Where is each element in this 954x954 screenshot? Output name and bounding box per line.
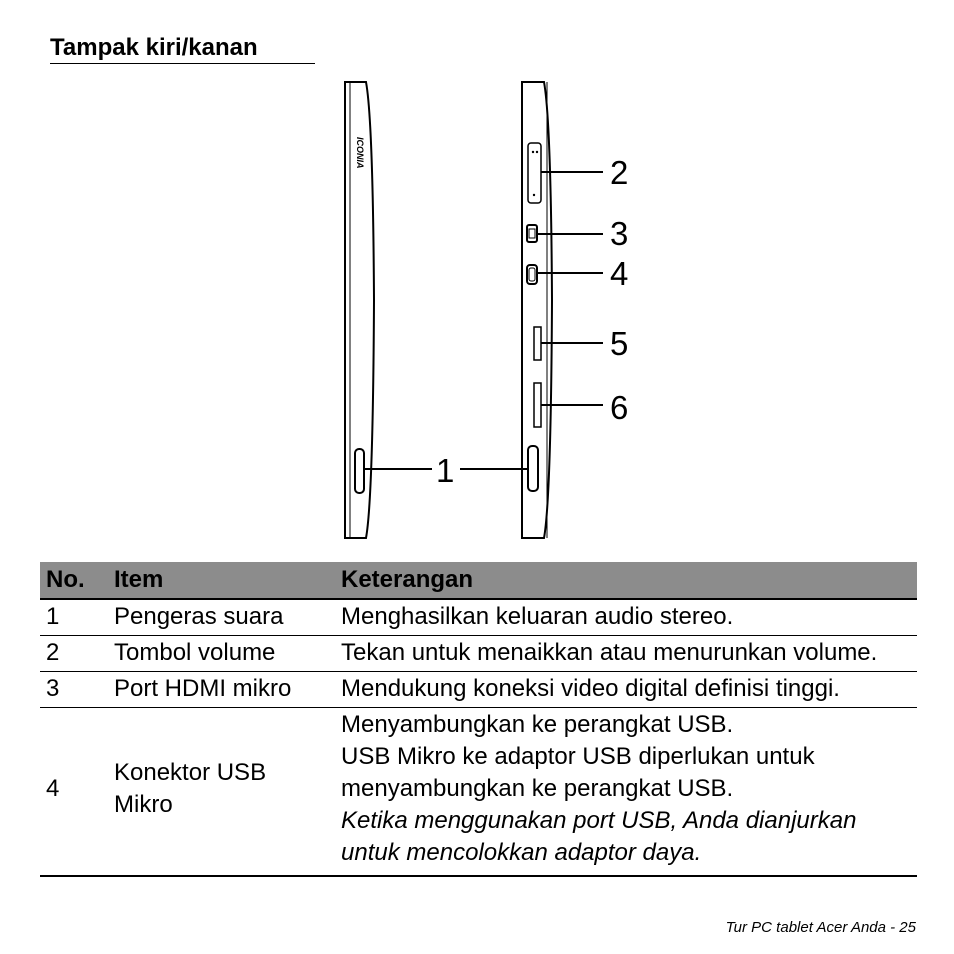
right-speaker-grille [528,446,538,491]
row-description [335,599,917,636]
row-number: 4 [40,708,108,877]
description-line: Menyambungkan ke perangkat USB. [341,711,734,738]
row-item: Konektor USB Mikro [108,708,335,877]
row-item: Pengeras suara [108,599,335,636]
callout-5: 5 [610,325,629,362]
row-description [335,672,917,708]
table-row [40,636,917,672]
iconia-brand-label: ICONIA [355,137,365,169]
table-header-row [40,562,917,599]
header-description: Keterangan [335,562,917,599]
callout-6: 6 [610,389,629,426]
left-speaker-grille [355,449,364,493]
page-footer: Tur PC tablet Acer Anda - 25 [725,919,916,936]
description-line: Mendukung koneksi video digital definisi tinggi. [341,675,840,702]
section-title: Tampak kiri/kanan [50,34,258,61]
callout-2: 2 [610,154,629,191]
row-item: Port HDMI mikro [108,672,335,708]
row-description [335,708,917,877]
table-row [40,672,917,708]
description-line: USB Mikro ke adaptor USB diperlukan untuk menyambungkan ke perangkat USB. [341,743,815,802]
header-item: Item [108,562,335,599]
header-no: No. [40,562,108,599]
row-item: Tombol volume [108,636,335,672]
callout-3: 3 [610,215,629,252]
row-description [335,636,917,672]
usage-note: Ketika menggunakan port USB, Anda dianjurkan untuk mencolokkan adaptor daya. [341,807,857,866]
row-number: 3 [40,672,108,708]
description-line: Tekan untuk menaikkan atau menurunkan volume. [341,639,878,666]
row-number: 2 [40,636,108,672]
callout-4: 4 [610,255,629,292]
table-row [40,708,917,877]
row-number: 1 [40,599,108,636]
callout-1: 1 [436,452,455,489]
component-table [40,562,917,877]
callout-lines [364,172,603,469]
description-line: Menghasilkan keluaran audio stereo. [341,603,734,630]
table-row [40,599,917,636]
slot-6 [534,383,541,427]
slot-5 [534,327,541,360]
